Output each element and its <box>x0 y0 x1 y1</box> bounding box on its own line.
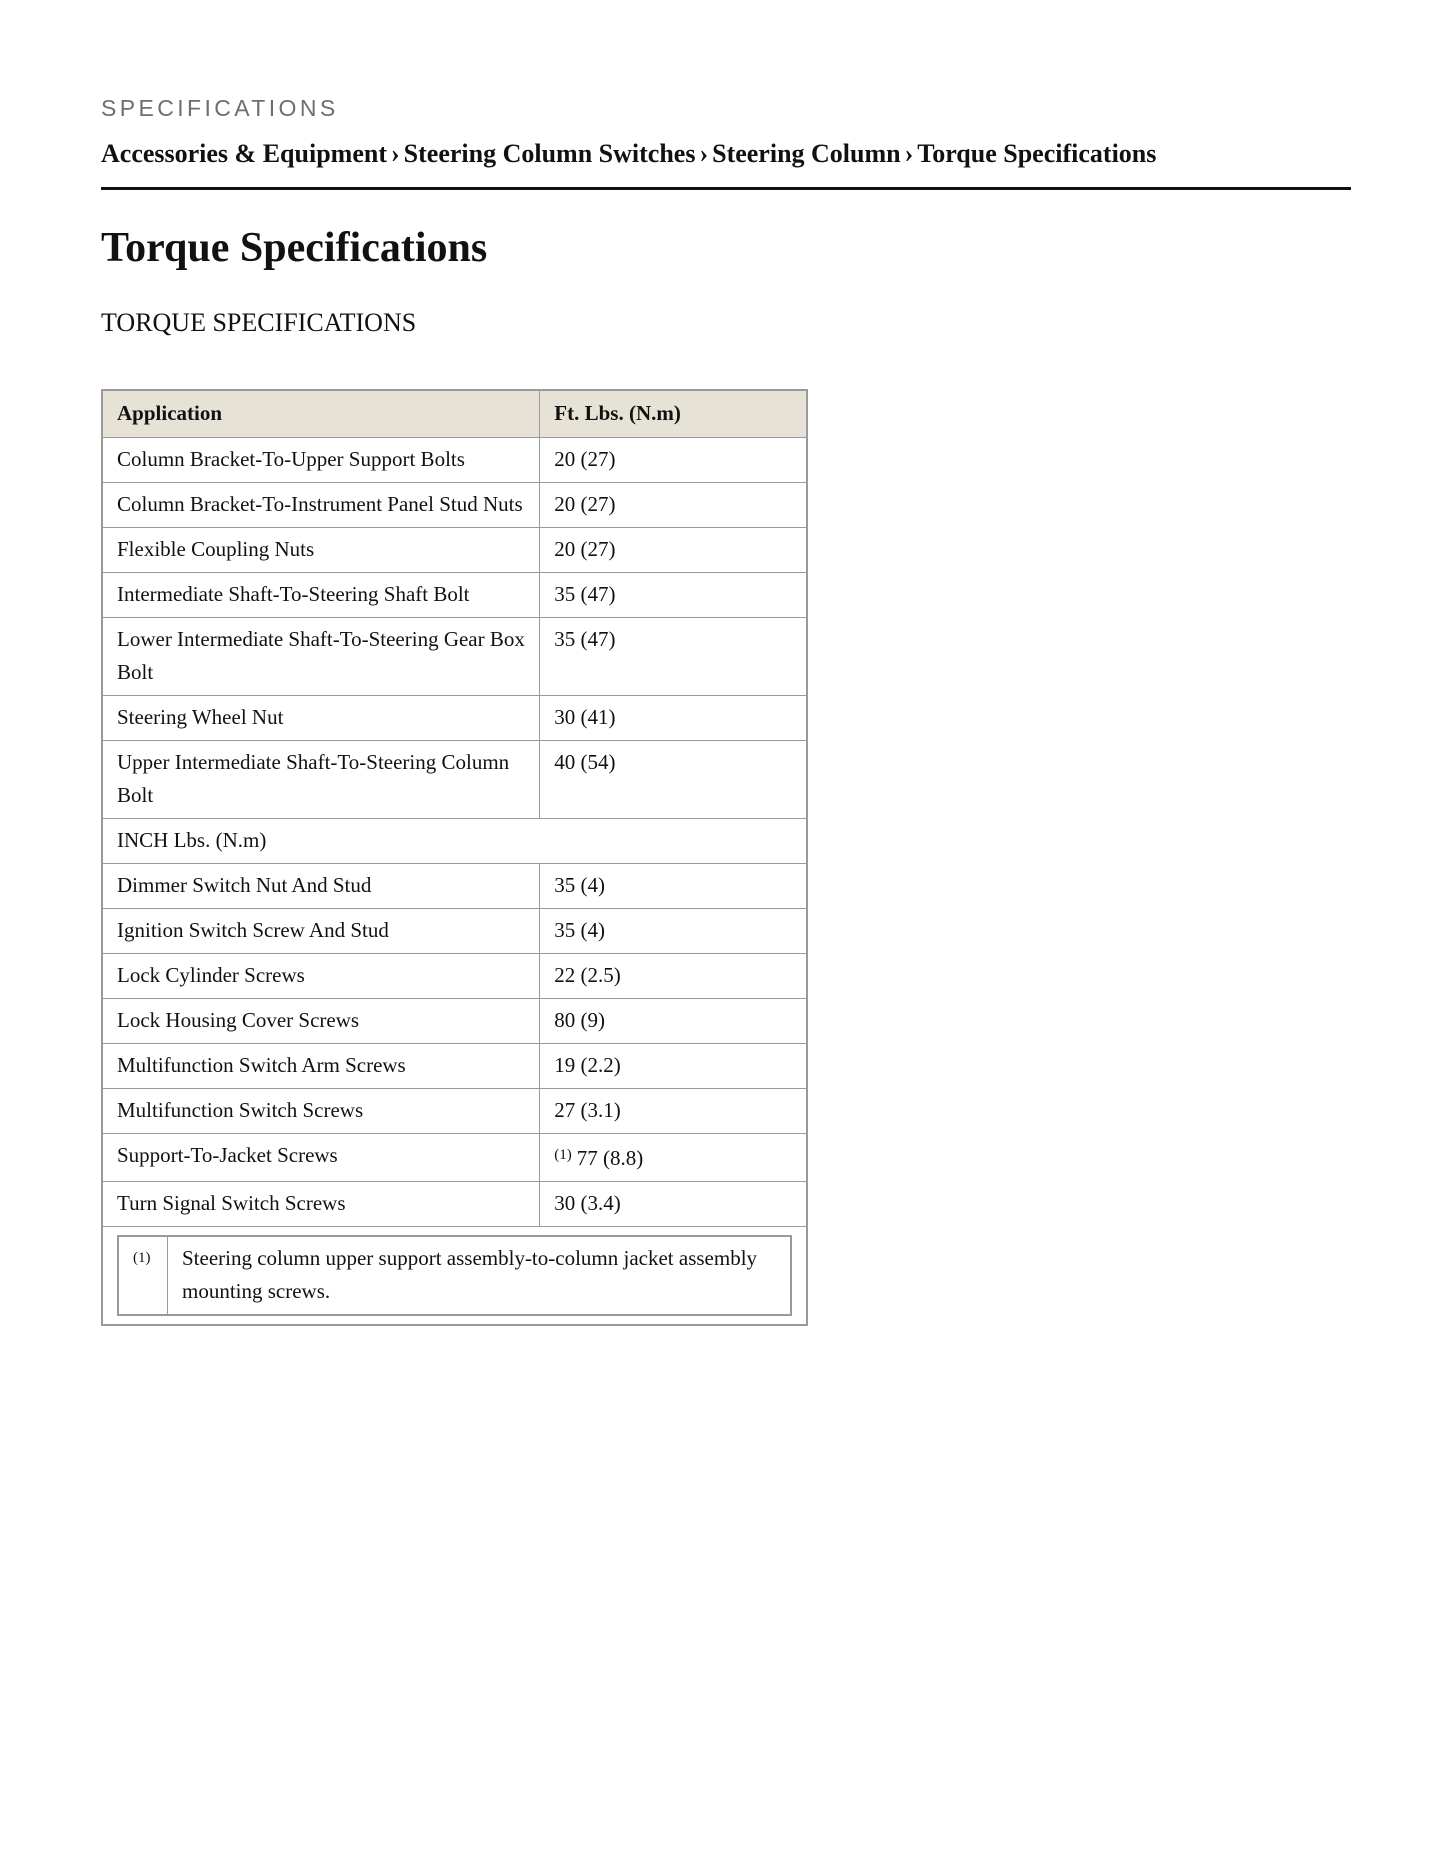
torque-value-cell: 20 (27) <box>540 438 807 483</box>
table-row <box>102 954 807 999</box>
header-divider <box>101 187 1351 190</box>
application-cell: Dimmer Switch Nut And Stud <box>102 864 540 909</box>
footnote-text: Steering column upper support assembly-to-column jacket assembly mounting screws. <box>168 1236 792 1315</box>
torque-spec-table <box>101 389 808 1326</box>
torque-value-cell: 19 (2.2) <box>540 1044 807 1089</box>
table-row <box>102 438 807 483</box>
application-cell: Support-To-Jacket Screws <box>102 1134 540 1182</box>
application-cell: Multifunction Switch Screws <box>102 1089 540 1134</box>
table-row <box>102 618 807 696</box>
table-row <box>102 1089 807 1134</box>
table-row <box>102 483 807 528</box>
torque-value-cell: 80 (9) <box>540 999 807 1044</box>
footnote-container <box>102 1227 807 1326</box>
footnote-mark: (1) <box>118 1236 168 1315</box>
application-cell: Flexible Coupling Nuts <box>102 528 540 573</box>
table-row <box>102 573 807 618</box>
torque-value-cell: 35 (4) <box>540 864 807 909</box>
page-title: Torque Specifications <box>101 225 488 271</box>
torque-value-cell: 35 (4) <box>540 909 807 954</box>
table-row <box>102 864 807 909</box>
application-cell: Lock Cylinder Screws <box>102 954 540 999</box>
torque-value-cell: 20 (27) <box>540 528 807 573</box>
torque-value-cell: 30 (41) <box>540 696 807 741</box>
footnote-table <box>117 1235 792 1316</box>
section-row <box>102 819 807 864</box>
application-cell: Steering Wheel Nut <box>102 696 540 741</box>
table-row <box>102 1134 807 1182</box>
column-header-ft-lbs: Ft. Lbs. (N.m) <box>540 390 807 438</box>
breadcrumb-item[interactable]: Steering Column Switches <box>403 139 696 168</box>
section-subtitle: TORQUE SPECIFICATIONS <box>101 308 417 337</box>
table-row <box>102 528 807 573</box>
breadcrumb-separator: › <box>904 139 914 168</box>
breadcrumb-item-current: Torque Specifications <box>917 139 1157 168</box>
torque-value-cell: 35 (47) <box>540 618 807 696</box>
breadcrumb-item[interactable]: Accessories & Equipment <box>101 139 387 168</box>
table-row <box>102 1182 807 1227</box>
application-cell: Upper Intermediate Shaft-To-Steering Column Bolt <box>102 741 540 819</box>
application-cell: Lower Intermediate Shaft-To-Steering Gear Box Bolt <box>102 618 540 696</box>
torque-value-cell: 22 (2.5) <box>540 954 807 999</box>
table-row <box>102 999 807 1044</box>
footnote-row <box>102 1227 807 1326</box>
footnote-reference[interactable]: (1) <box>554 1147 572 1163</box>
torque-value-cell: 35 (47) <box>540 573 807 618</box>
table-header-row <box>102 390 807 438</box>
application-cell: Ignition Switch Screw And Stud <box>102 909 540 954</box>
torque-value-cell: 27 (3.1) <box>540 1089 807 1134</box>
application-cell: Turn Signal Switch Screws <box>102 1182 540 1227</box>
application-cell: Lock Housing Cover Screws <box>102 999 540 1044</box>
torque-value-cell: 30 (3.4) <box>540 1182 807 1227</box>
section-label: SPECIFICATIONS <box>101 95 339 121</box>
table-row <box>102 741 807 819</box>
column-header-application: Application <box>102 390 540 438</box>
breadcrumb-separator: › <box>390 139 400 168</box>
breadcrumb-separator: › <box>699 139 709 168</box>
table-row <box>102 696 807 741</box>
torque-value-text: 77 (8.8) <box>576 1146 644 1170</box>
footnote-entry <box>118 1236 791 1315</box>
application-cell: Multifunction Switch Arm Screws <box>102 1044 540 1089</box>
breadcrumb-item[interactable]: Steering Column <box>712 139 901 168</box>
breadcrumb <box>101 139 1156 169</box>
torque-value-cell: 40 (54) <box>540 741 807 819</box>
inch-lbs-section-label: INCH Lbs. (N.m) <box>102 819 807 864</box>
table-row <box>102 1044 807 1089</box>
torque-value-cell <box>540 1134 807 1182</box>
application-cell: Column Bracket-To-Upper Support Bolts <box>102 438 540 483</box>
torque-value-cell: 20 (27) <box>540 483 807 528</box>
table-row <box>102 909 807 954</box>
application-cell: Column Bracket-To-Instrument Panel Stud Nuts <box>102 483 540 528</box>
application-cell: Intermediate Shaft-To-Steering Shaft Bolt <box>102 573 540 618</box>
